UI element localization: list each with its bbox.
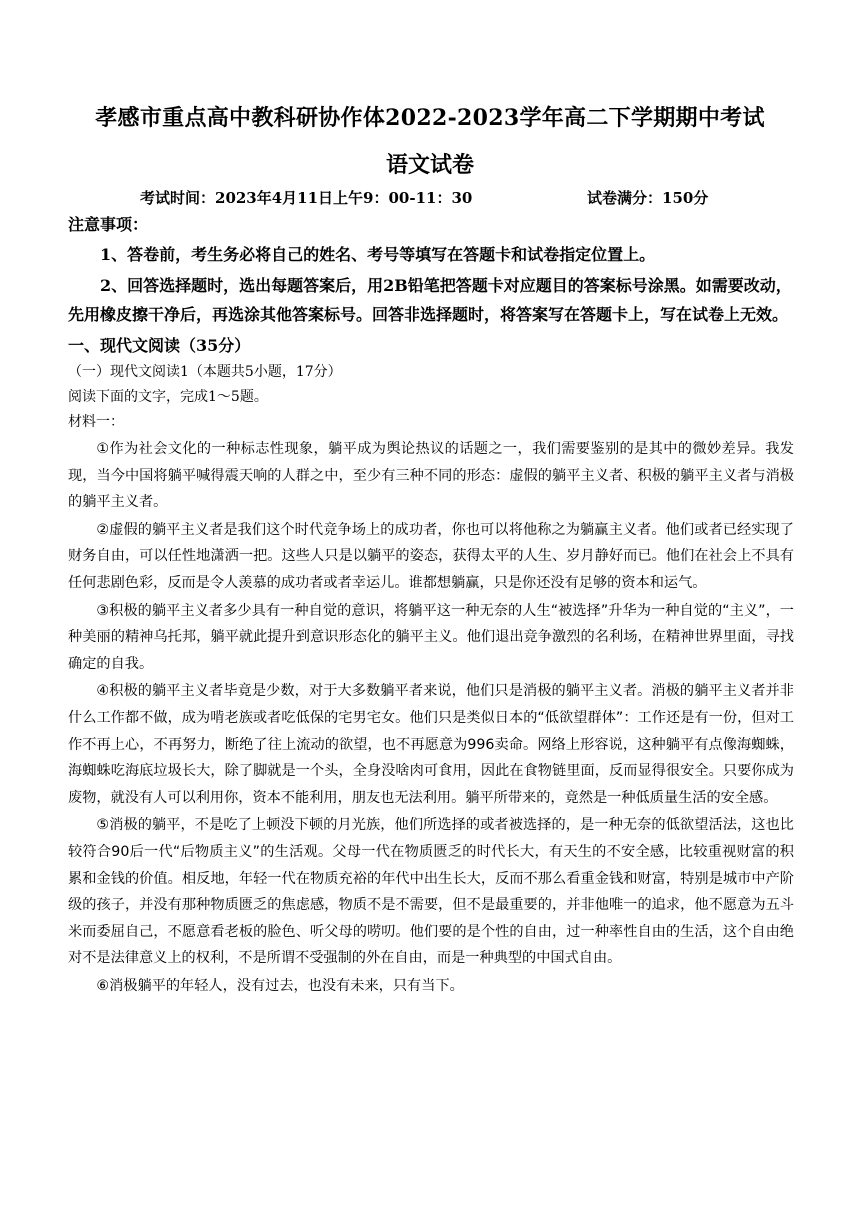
full-score: 试卷满分：150分: [587, 189, 709, 207]
reading-instruction: 阅读下面的文字，完成1～5题。: [68, 389, 268, 405]
exam-time: 考试时间：2023年4月11日上午9：00-11：30: [140, 189, 473, 207]
exam-subtitle: 语文试卷: [385, 152, 474, 178]
passage-paragraph: ②虚假的躺平主义者是我们这个时代竞争场上的成功者，你也可以将他称之为躺赢主义者。他们或者已经实现了财务自由，可以任性地潇洒一把。这些人只是以躺平的姿态，获得太平的人生、岁月静好而已。他们在社会上不具有任何悲剧色彩，反而是令人羡慕的成功者或者幸运儿。谁都想躺赢，只是你还没有足够的资本和运气。: [68, 521, 794, 591]
passage-paragraph: ①作为社会文化的一种标志性现象，躺平成为舆论热议的话题之一，我们需要鉴别的是其中的微妙差异。我发现，当今中国将躺平喊得震天响的人群之中，至少有三种不同的形态：虚假的躺平主义者、积极的躺平主义者与消极的躺平主义者。: [68, 441, 794, 511]
passage-paragraph: ⑥消极躺平的年轻人，没有过去，也没有未来，只有当下。: [96, 977, 464, 994]
notice-item: 2、回答选择题时，选出每题答案后，用2B铅笔把答题卡对应题目的答案标号涂黑。如需要改动，先用橡皮擦干净后，再选涂其他答案标号。回答非选择题时，将答案写在答题卡上，写在试卷上无效。: [68, 276, 792, 324]
exam-title: 孝感市重点高中教科研协作体2022-2023学年高二下学期期中考试: [95, 105, 765, 131]
section-heading: 一、现代文阅读（35分）: [68, 336, 251, 355]
sub-section-heading: （一）现代文阅读1（本题共5小题，17分）: [68, 364, 342, 380]
passage-paragraph: ⑤消极的躺平，不是吃了上顿没下顿的月光族，他们所选择的或者被选择的，是一种无奈的低欲望活法，这也比较符合90后一代“后物质主义”的生活观。父母一代在物质匮乏的时代长大，有天生的不安全感，比较重视财富的积累和金钱的价值。相反地，年轻一代在物质充裕的年代中出生长大，反而不那么看重金钱和财富，特别是城市中产阶级的孩子，并没有那种物质匮乏的焦虑感，物质不是不需要，但不是最重要的，并非他唯一的追求，他不愿意为五斗米而委屈自己，不愿意看老板的脸色、听父母的唠叨。他们要的是个性的自由，过一种率性自由的生活，这个自由绝对不是法律意义上的权利，不是所谓不受强制的外在自由，而是一种典型的中国式自由。: [68, 817, 794, 967]
material-label: 材料一：: [68, 414, 124, 430]
passage-paragraph: ④积极的躺平主义者毕竟是少数，对于大多数躺平者来说，他们只是消极的躺平主义者。消极的躺平主义者并非什么工作都不做，成为啃老族或者吃低保的宅男宅女。他们只是类似日本的“低欲望群体”：工作还是有一份，但对工作不再上心，不再努力，断绝了往上流动的欲望，也不再愿意为996卖命。网络上形容说，这种躺平有点像海蜘蛛，海蜘蛛吃海底垃圾长大，除了脚就是一个头，全身没啥肉可食用，因此在食物链里面，反而显得很安全。只要你成为废物，就没有人可以利用你，资本不能利用，朋友也无法利用。躺平所带来的，竟然是一种低质量生活的安全感。: [68, 683, 794, 806]
notice-item: 1、答卷前，考生务必将自己的姓名、考号等填写在答题卡和试卷指定位置上。: [100, 245, 656, 264]
exam-body: [68, 212, 794, 1000]
notice-heading: 注意事项：: [68, 215, 149, 234]
passage-paragraph: ③积极的躺平主义者多少具有一种自觉的意识，将躺平这一种无奈的人生“被选择”升华为一种自觉的“主义”，一种美丽的精神乌托邦，躺平就此提升到意识形态化的躺平主义。他们退出竞争激烈的名利场，在精神世界里面，寻找确定的自我。: [68, 602, 794, 672]
